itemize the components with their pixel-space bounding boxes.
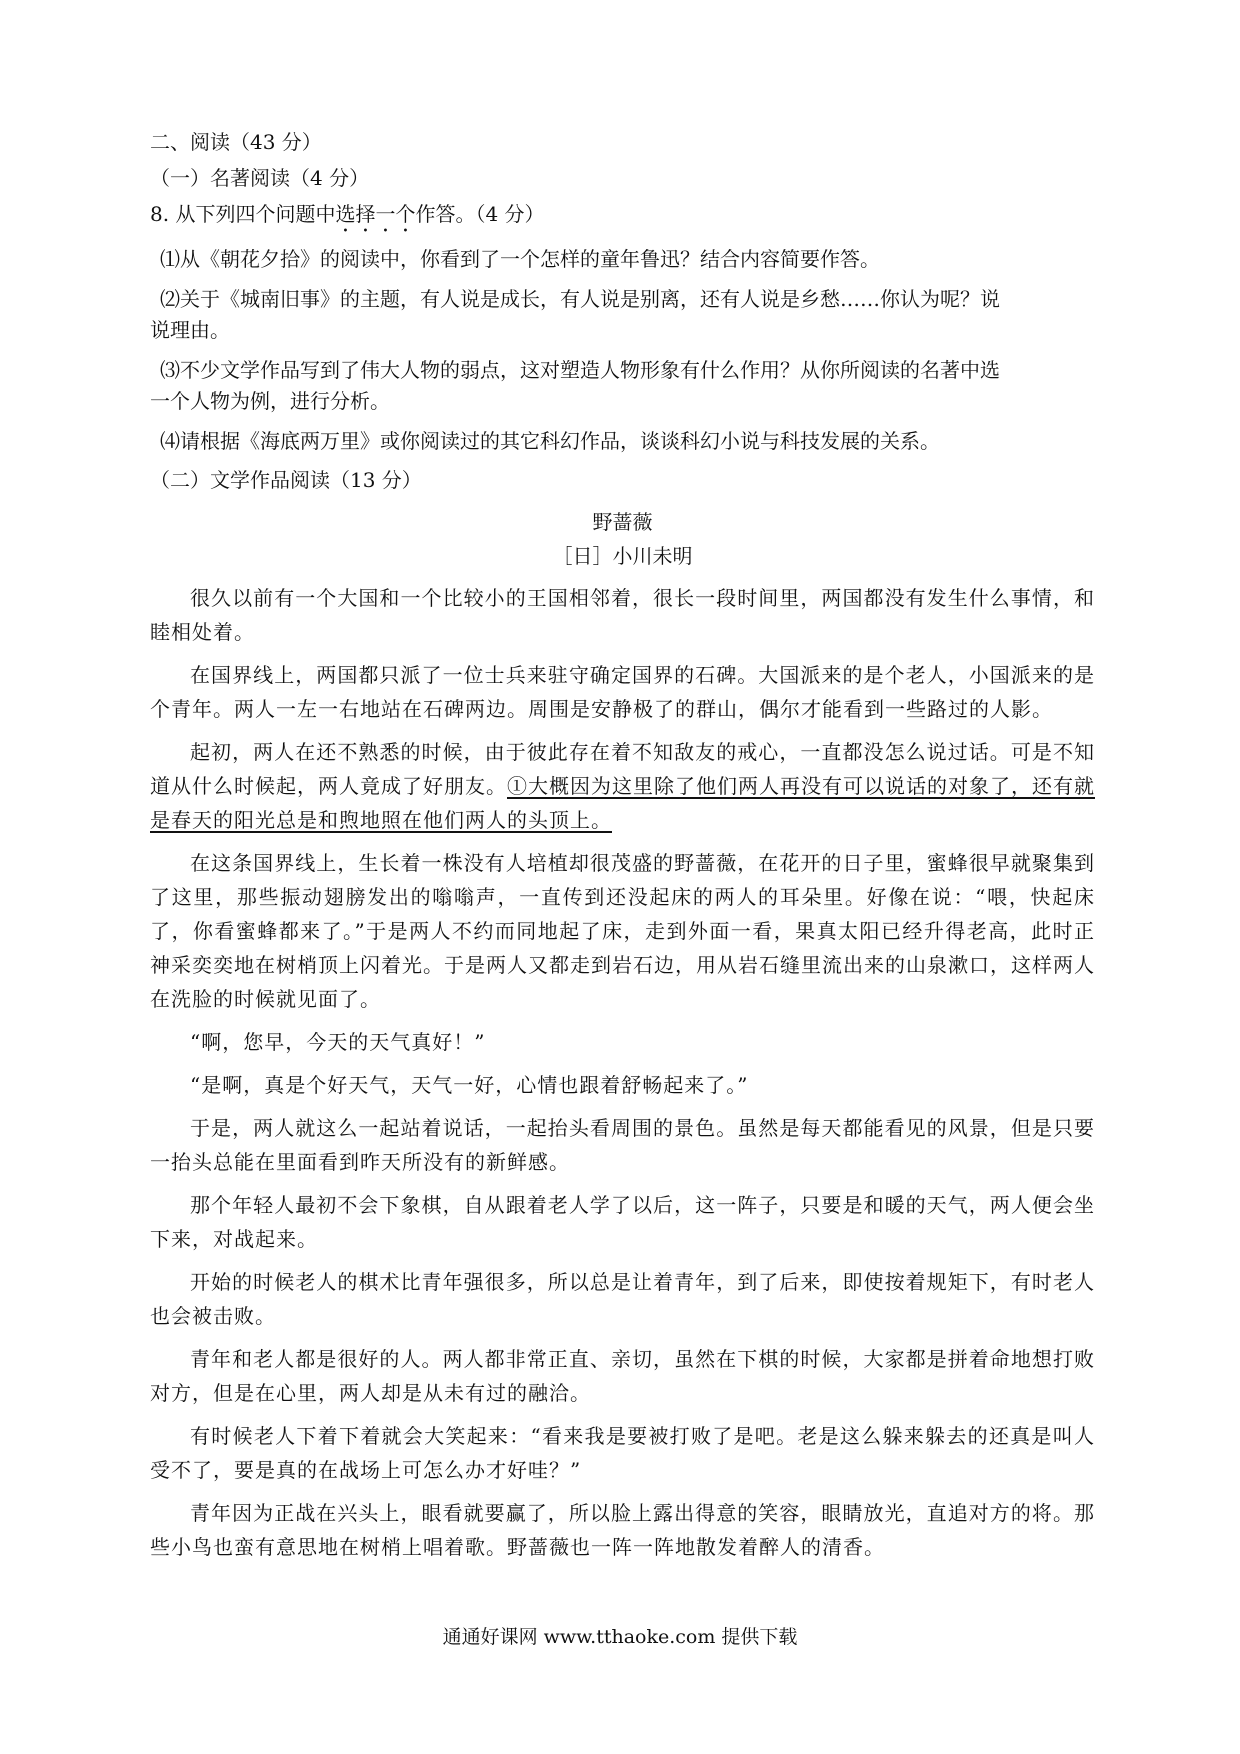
question-option-3: ⑶不少文学作品写到了伟大人物的弱点，这对塑造人物形象有什么作用？从你所阅读的名著中选	[160, 358, 1000, 382]
underlined-sentence-1: ①大概因为这里除了他们两人再没有可以说话的对象了，还有就是春天的阳光总是和煦地照在他们两人的头顶上。	[150, 774, 1095, 832]
q8-suffix: 作答。（4 分）	[415, 202, 545, 226]
story-author: ［日］小川未明	[552, 544, 693, 568]
page-footer: 通通好课网 www.tthaoke.com 提供下载	[442, 1626, 798, 1648]
story-paragraph-10: 青年和老人都是很好的人。两人都非常正直、亲切，虽然在下棋的时候，大家都是拼着命地想打败对方，但是在心里，两人却是从未有过的融洽。	[150, 1347, 1095, 1405]
paragraph-3-text: 起初，两人在还不熟悉的时候，由于彼此存在着不知敌友的戒心，一直都没怎么说过话。可是不知道从什么时候起，两人竟成了好朋友。	[150, 740, 1095, 798]
subsection-classics: （一）名著阅读（4 分）	[150, 166, 370, 190]
section-heading: 二、阅读（43 分）	[150, 130, 322, 154]
story-paragraph-8: 那个年轻人最初不会下象棋，自从跟着老人学了以后，这一阵子，只要是和暖的天气，两人便会坐下来，对战起来。	[150, 1193, 1095, 1251]
question-option-2-cont: 说理由。	[150, 318, 230, 342]
story-paragraph-5: “啊，您早，今天的天气真好！”	[190, 1030, 486, 1054]
story-paragraph-9: 开始的时候老人的棋术比青年强很多，所以总是让着青年，到了后来，即使按着规矩下，有时老人也会被击败。	[150, 1270, 1095, 1328]
question-8-stem	[150, 200, 1095, 237]
story-paragraph-6: “是啊，真是个好天气，天气一好，心情也跟着舒畅起来了。”	[190, 1073, 749, 1097]
story-paragraph-11: 有时候老人下着下着就会大笑起来：“看来我是要被打败了是吧。老是这么躲来躲去的还真是叫人受不了，要是真的在战场上可怎么办才好哇？”	[150, 1424, 1095, 1482]
story-paragraph-7: 于是，两人就这么一起站着说话，一起抬头看周围的景色。虽然是每天都能看见的风景，但是只要一抬头总能在里面看到昨天所没有的新鲜感。	[150, 1116, 1095, 1174]
story-title: 野蔷薇	[592, 510, 653, 534]
exam-page	[150, 128, 1095, 1573]
q8-prefix: 8. 从下列四个问题中	[150, 202, 336, 226]
question-option-2: ⑵关于《城南旧事》的主题，有人说是成长，有人说是别离，还有人说是乡愁……你认为呢？说	[160, 287, 1000, 311]
story-paragraph-12: 青年因为正战在兴头上，眼看就要赢了，所以脸上露出得意的笑容，眼睛放光，直追对方的将。那些小鸟也蛮有意思地在树梢上唱着歌。野蔷薇也一阵一阵地散发着醉人的清香。	[150, 1501, 1095, 1559]
story-paragraph-4: 在这条国界线上，生长着一株没有人培植却很茂盛的野蔷薇，在花开的日子里，蜜蜂很早就聚集到了这里，那些振动翅膀发出的嗡嗡声，一直传到还没起床的两人的耳朵里。好像在说：“喂，快起床了，你看蜜蜂都来了。”于是两人不约而同地起了床，走到外面一看，果真太阳已经升得老高，此时正神采奕奕地在树梢顶上闪着光。于是两人又都走到岩石边，用从岩石缝里流出来的山泉漱口，这样两人在洗脸的时候就见面了。	[150, 851, 1095, 1011]
question-option-4: ⑷请根据《海底两万里》或你阅读过的其它科幻作品，谈谈科幻小说与科技发展的关系。	[160, 429, 940, 453]
story-paragraph-1: 很久以前有一个大国和一个比较小的王国相邻着，很长一段时间里，两国都没有发生什么事情，和睦相处着。	[150, 586, 1095, 644]
subsection-literature: （二）文学作品阅读（13 分）	[150, 468, 422, 492]
question-option-1: ⑴从《朝花夕拾》的阅读中，你看到了一个怎样的童年鲁迅？结合内容简要作答。	[160, 247, 880, 271]
question-option-3-cont: 一个人物为例，进行分析。	[150, 389, 390, 413]
story-paragraph-3	[150, 735, 1095, 837]
story-paragraph-2: 在国界线上，两国都只派了一位士兵来驻守确定国界的石碑。大国派来的是个老人，小国派来的是个青年。两人一左一右地站在石碑两边。周围是安静极了的群山，偶尔才能看到一些路过的人影。	[150, 663, 1095, 721]
q8-emphasis: 选择一个	[335, 202, 416, 226]
